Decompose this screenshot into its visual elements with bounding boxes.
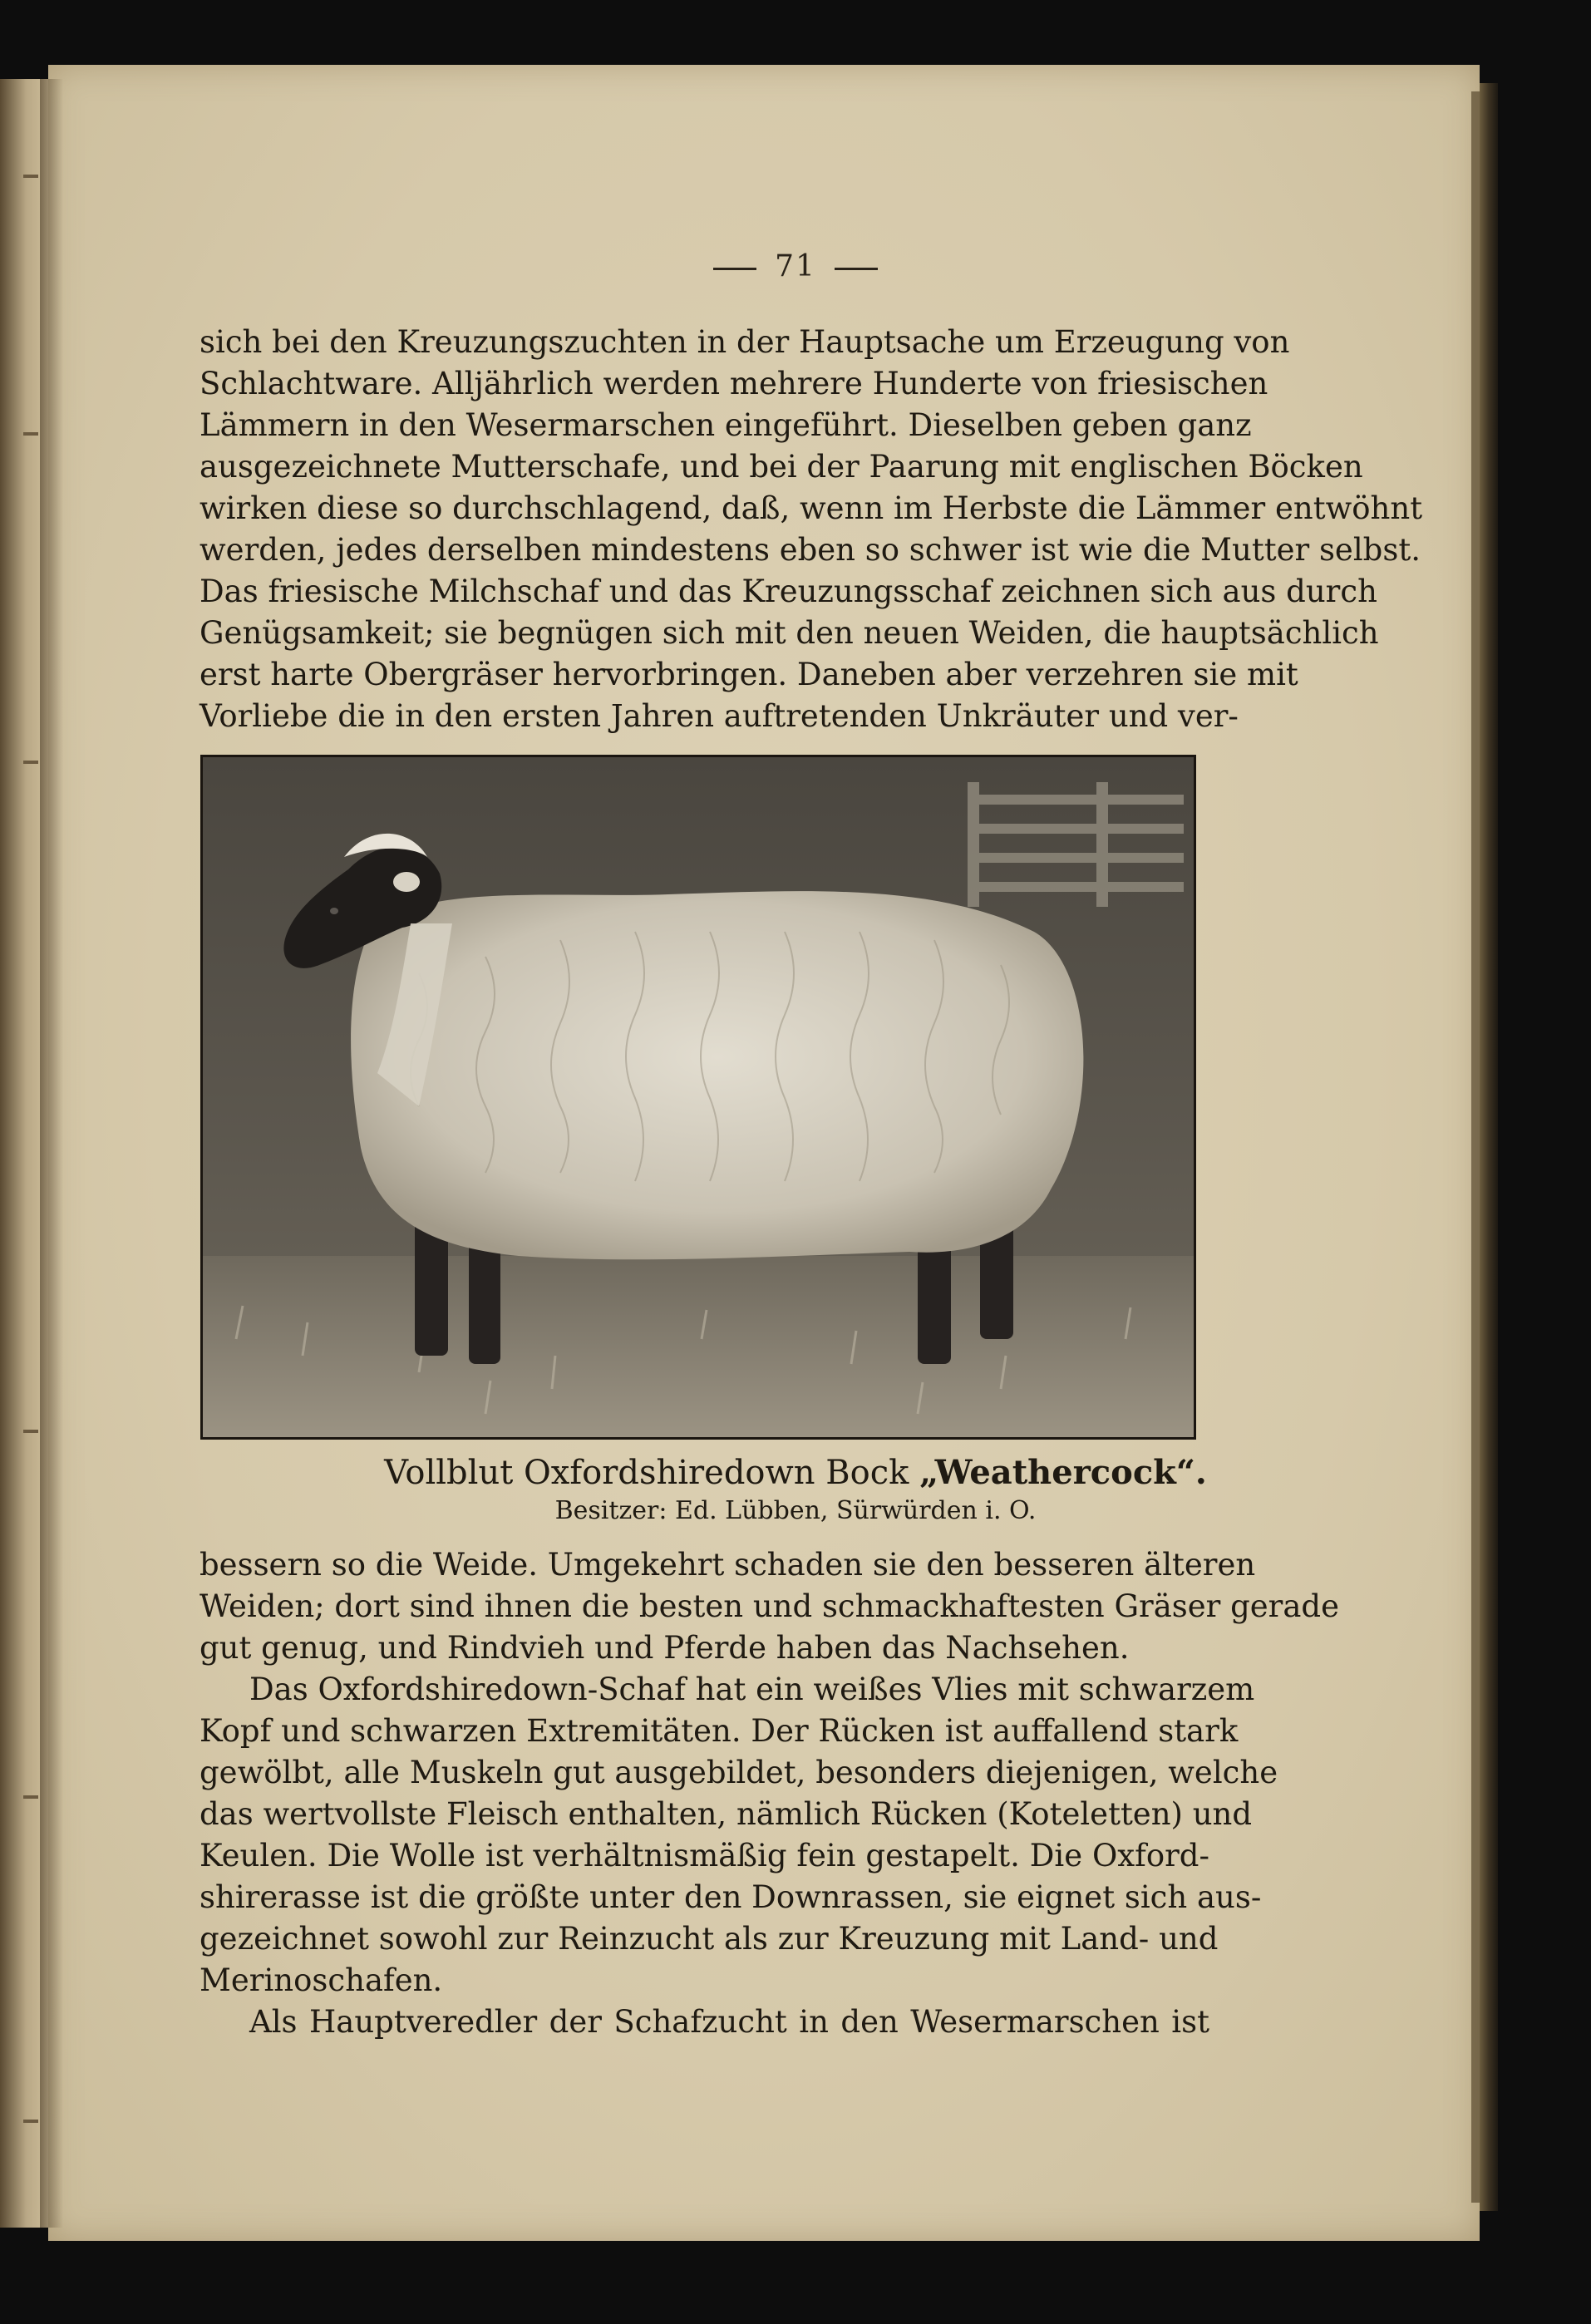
text-line: werden, jedes derselben mindestens eben so schwer ist wie die Mutter selbst.	[199, 532, 1421, 568]
text-line: gewölbt, alle Muskeln gut ausgebildet, besonders diejenigen, welche	[199, 1755, 1278, 1790]
text-line: Vorliebe die in den ersten Jahren auftretenden Unkräuter und ver-	[199, 698, 1239, 734]
text-line: shirerasse ist die größte unter den Downrassen, sie eignet sich aus-	[199, 1879, 1262, 1915]
text-line: bessern so die Weide. Umgekehrt schaden sie den besseren älteren	[199, 1547, 1256, 1583]
binding-stitch	[23, 761, 38, 764]
text-line: Lämmern in den Wesermarschen eingeführt. Dieselben geben ganz	[199, 407, 1252, 443]
text-line: Weiden; dort sind ihnen die besten und schmackhaftesten Gräser gerade	[199, 1588, 1340, 1624]
binding-stitch	[23, 2120, 38, 2123]
dash-left	[713, 268, 756, 270]
text-line: Das friesische Milchschaf und das Kreuzungsschaf zeichnen sich aus durch	[199, 574, 1377, 609]
caption-sheep-name: „Weathercock“.	[919, 1453, 1207, 1492]
text-line: Schlachtware. Alljährlich werden mehrere Hunderte von friesischen	[199, 366, 1268, 401]
binding-stitch	[23, 175, 38, 178]
text-line: gezeichnet sowohl zur Reinzucht als zur Kreuzung mit Land- und	[199, 1921, 1219, 1957]
text-line: das wertvollste Fleisch enthalten, nämlich Rücken (Koteletten) und	[199, 1796, 1253, 1832]
text-line: Das Oxfordshiredown-Schaf hat ein weißes Vlies mit schwarzem	[249, 1672, 1255, 1707]
page-number-value: 71	[775, 249, 816, 283]
text-line: Keulen. Die Wolle ist verhältnismäßig fein gestapelt. Die Oxford-	[199, 1838, 1209, 1873]
figure-caption-owner: Besitzer: Ed. Lübben, Sürwürden i. O.	[554, 1496, 1037, 1525]
book-cover-edge	[1480, 83, 1498, 2211]
figure-caption-title	[0, 1453, 1591, 1492]
paragraph-top	[199, 322, 1423, 737]
text-line: sich bei den Kreuzungszuchten in der Hauptsache um Erzeugung von	[199, 324, 1290, 360]
text-line: Genügsamkeit; sie begnügen sich mit den neuen Weiden, die hauptsächlich	[199, 615, 1379, 651]
text-line: erst harte Obergräser hervorbringen. Daneben aber verzehren sie mit	[199, 657, 1298, 692]
binding-stitch	[23, 1430, 38, 1433]
caption-prefix: Vollblut Oxfordshiredown Bock	[384, 1454, 920, 1492]
page-number	[0, 249, 1591, 283]
binding-stitch	[23, 1795, 38, 1799]
text-line: wirken diese so durchschlagend, daß, wenn im Herbste die Lämmer entwöhnt	[199, 490, 1423, 526]
sheep-photograph	[200, 755, 1196, 1440]
text-line: Merinoschafen.	[199, 1962, 443, 1998]
text-line: ausgezeichnete Mutterschafe, und bei der Paarung mit englischen Böcken	[199, 449, 1363, 485]
dash-right	[835, 268, 878, 270]
paragraph-bottom	[199, 1544, 1340, 2043]
text-line: Als Hauptveredler der Schafzucht in den Wesermarschen ist	[249, 2004, 1209, 2040]
text-line: Kopf und schwarzen Extremitäten. Der Rücken ist auffallend stark	[199, 1713, 1239, 1749]
text-line: gut genug, und Rindvieh und Pferde haben das Nachsehen.	[199, 1630, 1130, 1666]
gutter-shadow	[40, 79, 63, 2228]
binding-stitch	[23, 432, 38, 436]
